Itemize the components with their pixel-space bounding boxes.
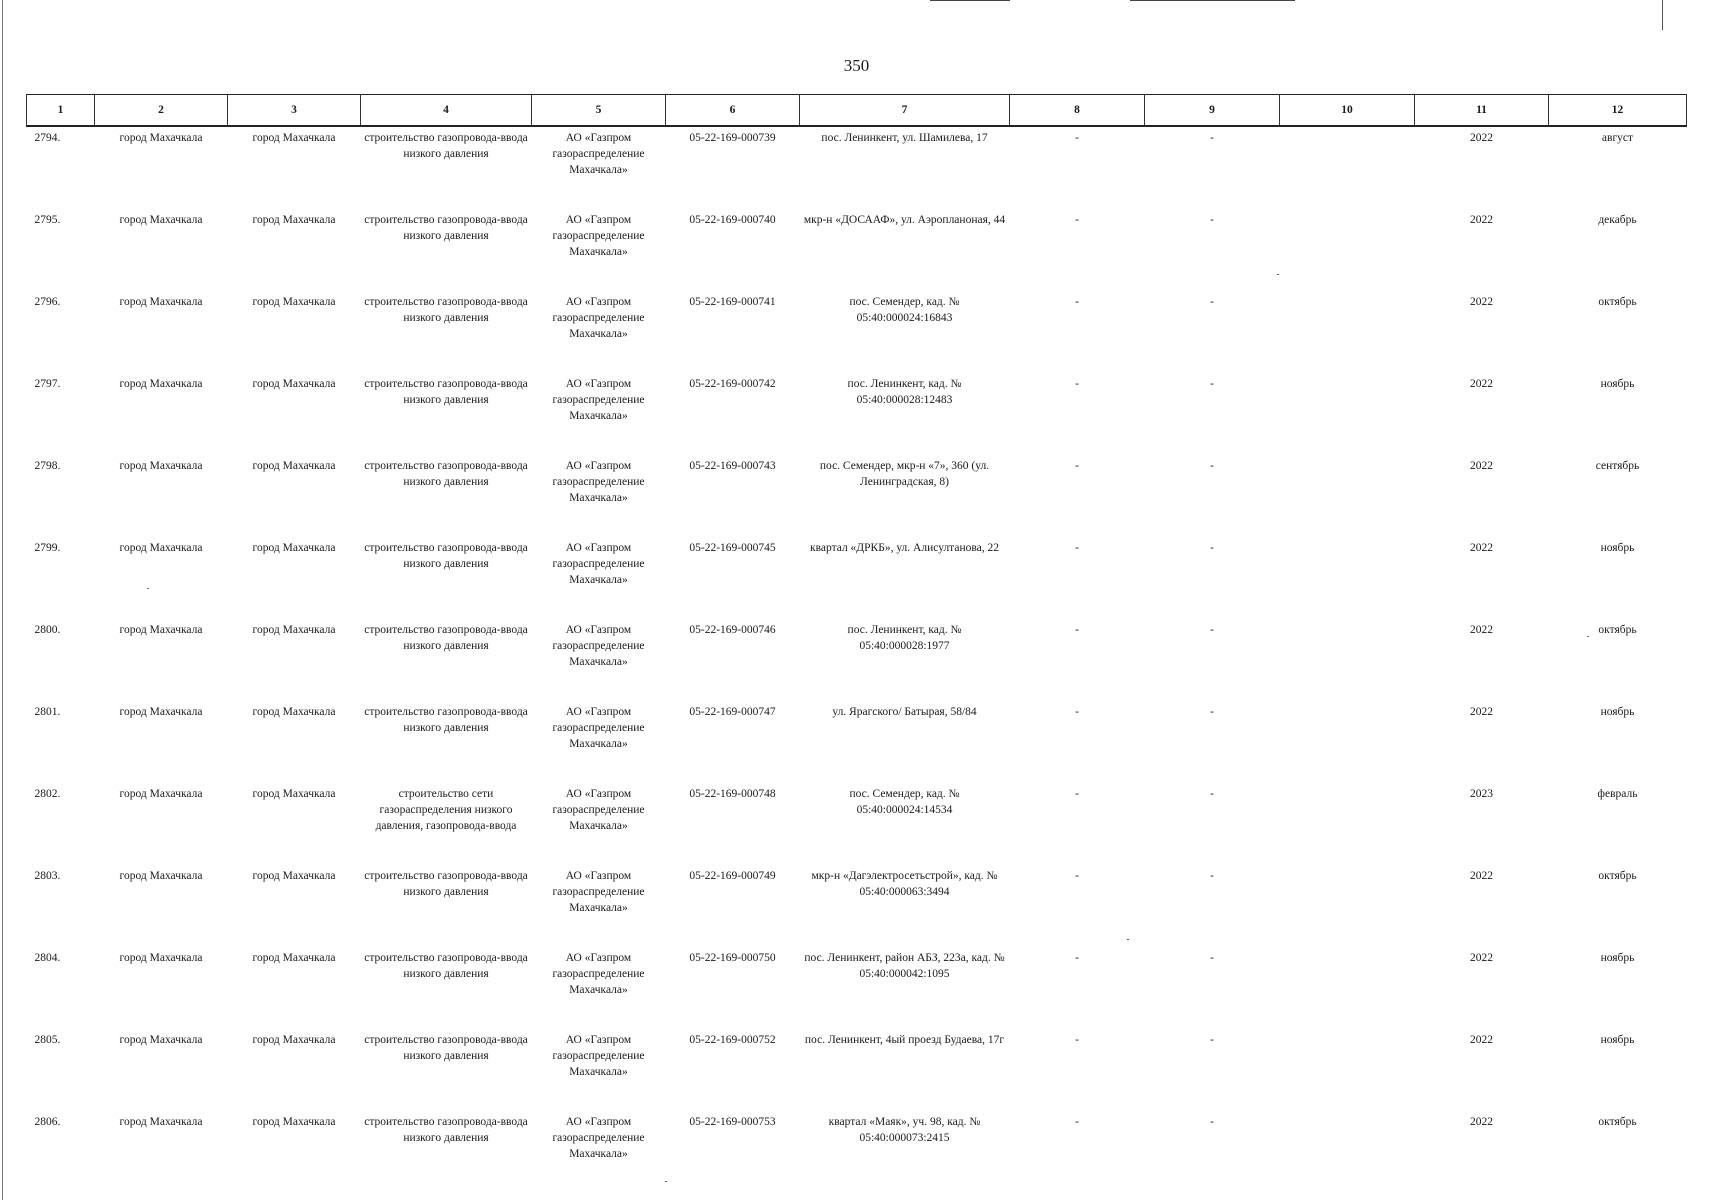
city-cell: город Махачкала: [252, 952, 336, 964]
registration-code-cell: 05-22-169-000746: [689, 624, 776, 636]
city-cell: город Махачкала: [252, 460, 336, 472]
address-cell: квартал «ДРКБ», ул. Алисултанова, 22: [810, 542, 999, 554]
address-cell: пос. Семендер, кад. № 05:40:000024:14534: [849, 788, 960, 816]
table-row: [27, 783, 1687, 865]
column-9-cell: -: [1210, 952, 1214, 964]
month-cell: ноябрь: [1600, 952, 1635, 964]
row-number: 2806.: [34, 1116, 61, 1128]
column-10-cell: [1280, 783, 1415, 865]
organization-cell: АО «Газпром газораспределение Махачкала»: [552, 378, 645, 422]
registration-code-cell: 05-22-169-000748: [689, 788, 776, 800]
month-cell: ноябрь: [1600, 378, 1635, 390]
organization-cell: АО «Газпром газораспределение Махачкала»: [552, 542, 645, 586]
registration-code-cell: 05-22-169-000742: [689, 378, 776, 390]
region-cell: город Махачкала: [119, 870, 203, 882]
column-8-cell: -: [1075, 870, 1079, 882]
address-cell: пос. Ленинкент, ул. Шамилева, 17: [821, 132, 988, 144]
column-9-cell: -: [1210, 214, 1214, 226]
registration-code-cell: 05-22-169-000741: [689, 296, 776, 308]
month-cell: октябрь: [1598, 296, 1637, 308]
column-9-cell: -: [1210, 788, 1214, 800]
column-8-cell: -: [1075, 132, 1079, 144]
region-cell: город Махачкала: [119, 706, 203, 718]
column-10-cell: [1280, 1029, 1415, 1111]
column-10-cell: [1280, 126, 1415, 209]
month-cell: ноябрь: [1600, 542, 1635, 554]
year-cell: 2022: [1470, 870, 1493, 882]
row-number: 2797.: [34, 378, 61, 390]
registration-code-cell: 05-22-169-000753: [689, 1116, 776, 1128]
work-type-cell: строительство газопровода-ввода низкого давления: [364, 1034, 528, 1062]
work-type-cell: строительство газопровода-ввода низкого давления: [364, 378, 528, 406]
column-header-9: 9: [1145, 95, 1280, 127]
column-9-cell: -: [1210, 1034, 1214, 1046]
column-9-cell: -: [1210, 624, 1214, 636]
organization-cell: АО «Газпром газораспределение Махачкала»: [552, 706, 645, 750]
column-header-8: 8: [1010, 95, 1145, 127]
organization-cell: АО «Газпром газораспределение Махачкала»: [552, 214, 645, 258]
work-type-cell: строительство газопровода-ввода низкого давления: [364, 1116, 528, 1144]
column-9-cell: -: [1210, 706, 1214, 718]
city-cell: город Махачкала: [252, 132, 336, 144]
table-row: [27, 455, 1687, 537]
table-row: [27, 701, 1687, 783]
row-number: 2804.: [34, 952, 61, 964]
table-row: [27, 1111, 1687, 1193]
city-cell: город Махачкала: [252, 296, 336, 308]
registration-code-cell: 05-22-169-000747: [689, 706, 776, 718]
table-row: [27, 291, 1687, 373]
scan-speck: [1277, 274, 1279, 275]
page-number: 350: [843, 56, 870, 75]
column-header-5: 5: [532, 95, 666, 127]
city-cell: город Махачкала: [252, 788, 336, 800]
city-cell: город Махачкала: [252, 870, 336, 882]
city-cell: город Махачкала: [252, 378, 336, 390]
month-cell: октябрь: [1598, 870, 1637, 882]
work-type-cell: строительство газопровода-ввода низкого давления: [364, 214, 528, 242]
table-row: [27, 373, 1687, 455]
row-number: 2799.: [34, 542, 61, 554]
organization-cell: АО «Газпром газораспределение Махачкала»: [552, 624, 645, 668]
scan-top-line: [930, 0, 1010, 1]
organization-cell: АО «Газпром газораспределение Махачкала»: [552, 952, 645, 996]
scan-speck: [1587, 636, 1589, 637]
work-type-cell: строительство газопровода-ввода низкого давления: [364, 460, 528, 488]
register-table: [26, 94, 1687, 1193]
region-cell: город Махачкала: [119, 1034, 203, 1046]
address-cell: мкр-н «Дагэлектросетьстрой», кад. № 05:40:000063:3494: [811, 870, 998, 898]
region-cell: город Махачкала: [119, 788, 203, 800]
column-9-cell: -: [1210, 542, 1214, 554]
scan-speck: [147, 588, 149, 589]
registration-code-cell: 05-22-169-000743: [689, 460, 776, 472]
table-row: [27, 947, 1687, 1029]
region-cell: город Махачкала: [119, 296, 203, 308]
scan-speck: [1127, 939, 1129, 940]
address-cell: пос. Ленинкент, кад. № 05:40:000028:1977: [847, 624, 962, 652]
row-number: 2795.: [34, 214, 61, 226]
year-cell: 2022: [1470, 1034, 1493, 1046]
column-9-cell: -: [1210, 1116, 1214, 1128]
year-cell: 2022: [1470, 952, 1493, 964]
address-cell: пос. Ленинкент, кад. № 05:40:000028:12483: [847, 378, 962, 406]
column-header-7: 7: [800, 95, 1010, 127]
row-number: 2800.: [34, 624, 61, 636]
column-header-1: 1: [27, 95, 95, 127]
column-10-cell: [1280, 537, 1415, 619]
organization-cell: АО «Газпром газораспределение Махачкала»: [552, 132, 645, 176]
year-cell: 2022: [1470, 706, 1493, 718]
address-cell: пос. Ленинкент, 4ый проезд Будаева, 17г: [804, 1034, 1005, 1046]
scan-speck: [665, 1181, 667, 1182]
header-row: [27, 95, 1687, 127]
row-number: 2801.: [34, 706, 61, 718]
row-number: 2798.: [34, 460, 61, 472]
work-type-cell: строительство газопровода-ввода низкого давления: [364, 132, 528, 160]
column-8-cell: -: [1075, 296, 1079, 308]
row-number: 2794.: [34, 132, 61, 144]
region-cell: город Махачкала: [119, 378, 203, 390]
month-cell: ноябрь: [1600, 1034, 1635, 1046]
column-header-4: 4: [361, 95, 532, 127]
month-cell: февраль: [1597, 788, 1638, 800]
organization-cell: АО «Газпром газораспределение Махачкала»: [552, 788, 645, 832]
table-row: [27, 865, 1687, 947]
year-cell: 2022: [1470, 624, 1493, 636]
column-header-10: 10: [1280, 95, 1415, 127]
month-cell: август: [1601, 132, 1634, 144]
month-cell: сентябрь: [1595, 460, 1640, 472]
column-9-cell: -: [1210, 460, 1214, 472]
column-9-cell: -: [1210, 870, 1214, 882]
column-8-cell: -: [1075, 624, 1079, 636]
work-type-cell: строительство газопровода-ввода низкого давления: [364, 542, 528, 570]
registration-code-cell: 05-22-169-000739: [689, 132, 776, 144]
row-number: 2802.: [34, 788, 61, 800]
scan-top-line: [1130, 0, 1295, 1]
work-type-cell: строительство газопровода-ввода низкого давления: [364, 870, 528, 898]
year-cell: 2022: [1470, 1116, 1493, 1128]
column-8-cell: -: [1075, 788, 1079, 800]
address-cell: пос. Семендер, кад. № 05:40:000024:16843: [849, 296, 960, 324]
year-cell: 2022: [1470, 378, 1493, 390]
column-8-cell: -: [1075, 214, 1079, 226]
city-cell: город Махачкала: [252, 624, 336, 636]
year-cell: 2022: [1470, 460, 1493, 472]
region-cell: город Махачкала: [119, 624, 203, 636]
organization-cell: АО «Газпром газораспределение Махачкала»: [552, 296, 645, 340]
table-header: [27, 95, 1687, 127]
month-cell: октябрь: [1598, 624, 1637, 636]
column-10-cell: [1280, 373, 1415, 455]
address-cell: пос. Ленинкент, район АБЗ, 223а, кад. № 05:40:000042:1095: [804, 952, 1005, 980]
registration-code-cell: 05-22-169-000750: [689, 952, 776, 964]
city-cell: город Махачкала: [252, 542, 336, 554]
table-row: [27, 126, 1687, 209]
column-10-cell: [1280, 947, 1415, 1029]
city-cell: город Махачкала: [252, 1116, 336, 1128]
column-10-cell: [1280, 865, 1415, 947]
month-cell: декабрь: [1598, 214, 1637, 226]
registration-code-cell: 05-22-169-000740: [689, 214, 776, 226]
registration-code-cell: 05-22-169-000752: [689, 1034, 776, 1046]
region-cell: город Махачкала: [119, 952, 203, 964]
column-10-cell: [1280, 701, 1415, 783]
row-number: 2805.: [34, 1034, 61, 1046]
table-row: [27, 209, 1687, 291]
city-cell: город Махачкала: [252, 214, 336, 226]
column-8-cell: -: [1075, 952, 1079, 964]
city-cell: город Махачкала: [252, 1034, 336, 1046]
row-number: 2803.: [34, 870, 61, 882]
month-cell: ноябрь: [1600, 706, 1635, 718]
region-cell: город Махачкала: [119, 460, 203, 472]
table-row: [27, 619, 1687, 701]
organization-cell: АО «Газпром газораспределение Махачкала»: [552, 460, 645, 504]
organization-cell: АО «Газпром газораспределение Махачкала»: [552, 870, 645, 914]
column-9-cell: -: [1210, 132, 1214, 144]
column-header-11: 11: [1415, 95, 1549, 127]
address-cell: квартал «Маяк», уч. 98, кад. № 05:40:000073:2415: [828, 1116, 981, 1144]
table-row: [27, 537, 1687, 619]
table-row: [27, 1029, 1687, 1111]
column-8-cell: -: [1075, 1034, 1079, 1046]
region-cell: город Махачкала: [119, 214, 203, 226]
column-9-cell: -: [1210, 378, 1214, 390]
column-10-cell: [1280, 209, 1415, 291]
registration-code-cell: 05-22-169-000745: [689, 542, 776, 554]
row-number: 2796.: [34, 296, 61, 308]
year-cell: 2022: [1470, 542, 1493, 554]
scan-right-edge: [1662, 0, 1663, 30]
registration-code-cell: 05-22-169-000749: [689, 870, 776, 882]
column-10-cell: [1280, 1111, 1415, 1193]
work-type-cell: строительство газопровода-ввода низкого давления: [364, 952, 528, 980]
month-cell: октябрь: [1598, 1116, 1637, 1128]
column-10-cell: [1280, 619, 1415, 701]
work-type-cell: строительство газопровода-ввода низкого давления: [364, 706, 528, 734]
work-type-cell: строительство газопровода-ввода низкого давления: [364, 624, 528, 652]
column-10-cell: [1280, 455, 1415, 537]
column-header-6: 6: [666, 95, 800, 127]
work-type-cell: строительство сети газораспределения низкого давления, газопровода-ввода: [375, 788, 517, 832]
address-cell: пос. Семендер, мкр-н «7», 360 (ул. Ленинградская, 8): [819, 460, 990, 488]
column-8-cell: -: [1075, 1116, 1079, 1128]
scan-left-edge: [2, 0, 3, 1200]
column-8-cell: -: [1075, 378, 1079, 390]
organization-cell: АО «Газпром газораспределение Махачкала»: [552, 1116, 645, 1160]
city-cell: город Махачкала: [252, 706, 336, 718]
table-body: [27, 126, 1687, 1193]
column-10-cell: [1280, 291, 1415, 373]
region-cell: город Махачкала: [119, 1116, 203, 1128]
column-8-cell: -: [1075, 706, 1079, 718]
region-cell: город Махачкала: [119, 542, 203, 554]
column-header-12: 12: [1549, 95, 1687, 127]
address-cell: ул. Ярагского/ Батырая, 58/84: [832, 706, 977, 718]
year-cell: 2022: [1470, 132, 1493, 144]
year-cell: 2023: [1470, 788, 1493, 800]
year-cell: 2022: [1470, 296, 1493, 308]
column-9-cell: -: [1210, 296, 1214, 308]
column-header-2: 2: [95, 95, 228, 127]
column-8-cell: -: [1075, 542, 1079, 554]
column-8-cell: -: [1075, 460, 1079, 472]
work-type-cell: строительство газопровода-ввода низкого давления: [364, 296, 528, 324]
address-cell: мкр-н «ДОСААФ», ул. Аэропланоная, 44: [803, 214, 1006, 226]
organization-cell: АО «Газпром газораспределение Махачкала»: [552, 1034, 645, 1078]
region-cell: город Махачкала: [119, 132, 203, 144]
column-header-3: 3: [228, 95, 361, 127]
year-cell: 2022: [1470, 214, 1493, 226]
